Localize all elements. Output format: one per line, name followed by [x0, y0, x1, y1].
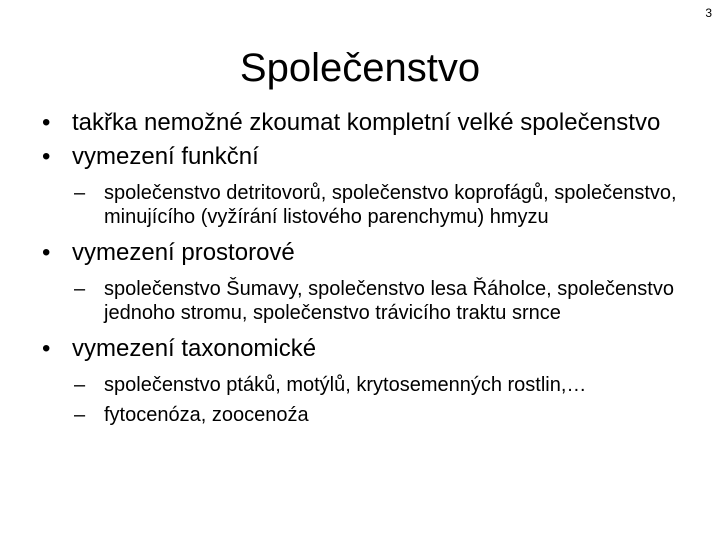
- bullet-dash-icon: –: [74, 404, 86, 426]
- sub-list-item: [74, 403, 700, 427]
- sub-list-item-text: fytocenóza, zoocenoźa: [104, 404, 309, 426]
- sub-list-item: [74, 181, 700, 229]
- page-number: 3: [705, 6, 712, 20]
- sub-list-item-text: společenstvo Šumavy, společenstvo lesa Řáholce, společenstvo jednoho stromu, společenstvo trávicího traktu srnce: [104, 278, 674, 324]
- bullet-list: [40, 103, 700, 427]
- sub-list-item: [74, 277, 700, 325]
- bullet-dot-icon: •: [42, 335, 51, 362]
- list-item: [40, 109, 700, 137]
- bullet-dot-icon: •: [42, 143, 51, 170]
- list-item-text: takřka nemožné zkoumat kompletní velké společenstvo: [72, 109, 661, 136]
- sub-list-item-text: společenstvo detritovorů, společenstvo koprofágů, společenstvo, minujícího (vyžírání listového parenchymu) hmyzu: [104, 182, 677, 228]
- slide-title: Společenstvo: [239, 46, 481, 90]
- sub-list-item: [74, 373, 700, 397]
- bullet-dash-icon: –: [74, 182, 86, 204]
- list-item-text: vymezení taxonomické: [72, 335, 317, 362]
- bullet-dot-icon: •: [42, 109, 51, 136]
- sub-list-item-text: společenstvo ptáků, motýlů, krytosemenných rostlin,…: [104, 374, 587, 396]
- bullet-dash-icon: –: [74, 278, 86, 300]
- list-item-text: vymezení prostorové: [72, 239, 295, 266]
- bullet-dot-icon: •: [42, 239, 51, 266]
- list-item-text: vymezení funkční: [72, 143, 259, 170]
- list-item: [40, 239, 700, 267]
- list-item: [40, 143, 700, 171]
- list-item: [40, 335, 700, 363]
- bullet-dash-icon: –: [74, 374, 86, 396]
